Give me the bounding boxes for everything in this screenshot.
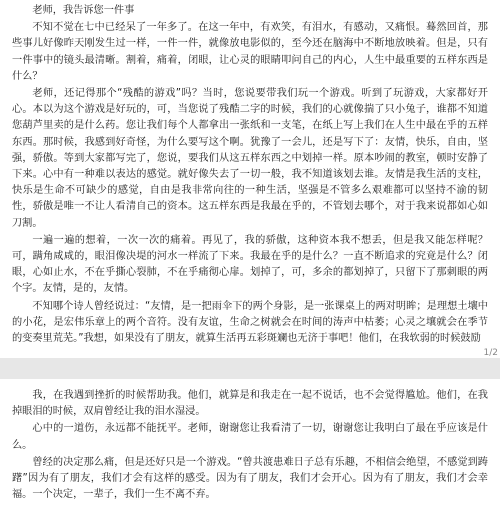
paragraph: 曾经的决定那么痛，但是还好只是一个游戏。“曾共渡患难日子总有乐趣，不相信会绝望，不感觉到踌躇”因为有了朋友，我们才会有这样的感受。因为有了朋友，我们才会开心。因为有了朋友，我们才会幸福。一个决定，一辈子，我们一生不离不弃。 xyxy=(12,456,488,501)
page-separator xyxy=(0,358,500,379)
paragraph: 心中的一道伤，永远都不能抚平。老师，谢谢您让我看清了一切，谢谢您让我明白了最在乎应该是什么。 xyxy=(12,423,488,451)
paragraph: 老师，我告诉您一件事 xyxy=(32,5,135,16)
paragraph: 老师，还记得那个“残酷的游戏”吗？当时，您说要带我们玩一个游戏。听到了玩游戏，大家都好开心。本以为这个游戏是好玩的，可，当您说了残酷二字的时候，我们的心就像揣了只小兔子，谁都不知道您葫芦里卖的是什么药。您让我们每个人都拿出一张纸和一支笔，在纸上写上我们在人生中最在乎的五样东西。那时候，我感到好奇怪，为什么要写这个啊。犹豫了一会儿，还是写下了：友情，快乐，自由，坚强，骄傲。等到大家都写完了，您说，要我们从这五样东西之中划掉一样。原本吵闹的教室，顿时安静了下来。心中有一种难以表达的感觉。就好像失去了一切一般，我不知道该划去谁。友情是我生活的支柱，快乐是生命不可缺少的感觉，自由是我非常向往的一种生活，坚强是不管多么艰难都可以坚持不渝的韧性，骄傲是唯一不让人看清自己的资本。这五样东西是我最在乎的，不管划去哪个，对于我来说都如心如刀割。 xyxy=(12,88,488,229)
paragraph: 不知不觉在七中已经呆了一年多了。在这一年中，有欢笑，有泪水，有感动，又痛恨。蓦然回首，那些事儿好像昨天刚发生过一样，一件一件，就像放电影似的，至今还在脑海中不断地放映着。但是，只有一件事中的镜头最清晰。割着，痛着，闭眼，让心灵的眼睛叩问自己的内心，人生中最重要的五样东西是什么？ xyxy=(12,22,488,82)
page-1-text xyxy=(12,3,488,348)
paragraph: 不知哪个诗人曾经说过：“友情，是一把雨伞下的两个身影，是一张课桌上的两对明眸；是理想土壤中的小花，是宏伟乐章上的两个音符。没有友谊，生命之树就会在时间的涛声中枯萎；心灵之壤就会在季节的变奏里荒芜。”我想，如果没有了朋友，就算生活再五彩斑斓也无济于事吧！他们，在我软弱的时候鼓励 xyxy=(12,300,488,345)
page-2-text xyxy=(12,388,488,504)
document-page-2 xyxy=(0,379,500,506)
paragraph: 我，在我遇到挫折的时候帮助我。他们，就算是和我走在一起不说话，也不会觉得尴尬。他们，在我掉眼泪的时候，双肩曾经让我的泪水湿浸。 xyxy=(12,390,488,418)
paragraph: 一遍一遍的想着，一次一次的痛着。再见了，我的骄傲，这种资本我不想丢，但是我又能怎样呢？可，蹒角咸咸的，眼泪像决堤的河水一样流了下来。我最在乎的是什么？一直不断追求的究竟是什么？闭眼，心如止水，不在乎撕心裂肺，不在乎痛彻心扉。划掉了，可，多余的都划掉了，只留下了那刺眼的两个字。友情，是的，友情。 xyxy=(12,234,488,295)
page-number: 1/2 xyxy=(483,348,498,358)
